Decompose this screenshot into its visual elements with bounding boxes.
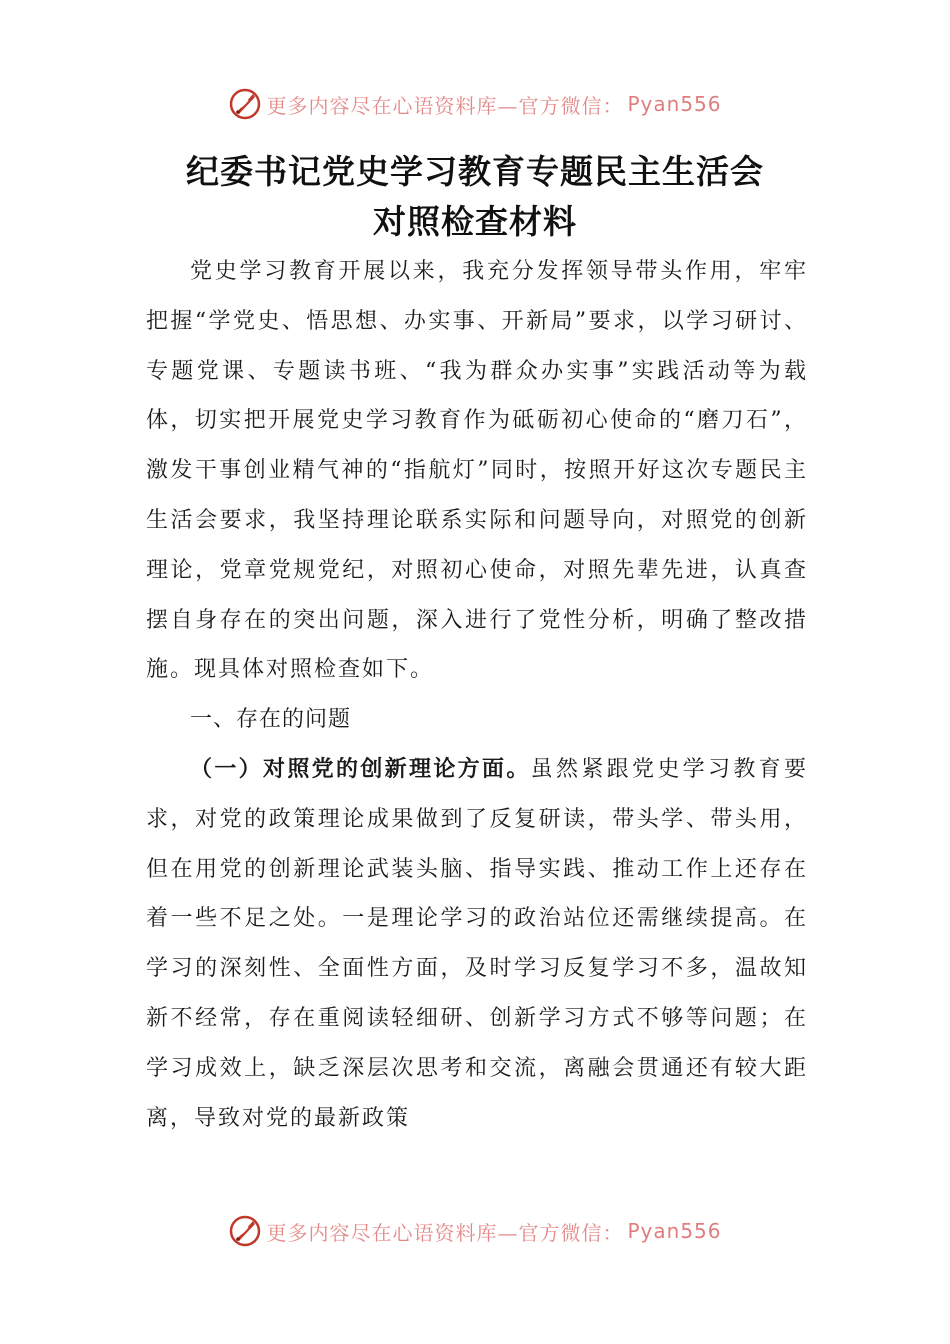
section-heading-problems: 一、存在的问题 — [190, 707, 352, 733]
watermark-account: Pyan556 — [627, 1219, 722, 1243]
item1-text: 虽然紧跟党史学习教育要求，对党的政策理论成果做到了反复研读，带头学、带头用，但在用党的创新理论武装头脑、指导实践、推动工作上还存在着一些不足之处。一是理论学习的政治站位还需继续提高。在学习的深刻性、全面性方面，及时学习反复学习不多，温故知新不经常，存在重阅读轻细研、创新学习方式不够等问题；在学习成效上，缺乏深层次思考和交流，离融会贯通还有较大距离，导致对党的最新政策 — [146, 756, 808, 1131]
footer-watermark — [0, 1211, 950, 1251]
document-body — [146, 247, 808, 1143]
watermark-text: 更多内容尽在心语资料库—官方微信： — [266, 1220, 624, 1245]
intro-paragraph: 党史学习教育开展以来，我充分发挥领导带头作用，牢牢把握“学党史、悟思想、办实事、开新局”要求，以学习研讨、专题党课、专题读书班、“我为群众办实事”实践活动等为载体，切实把开展党史学习教育作为砥砺初心使命的“磨刀石”，激发干事创业精气神的“指航灯”同时，按照开好这次专题民主生活会要求，我坚持理论联系实际和问题导向，对照党的创新理论，党章党规党纪，对照初心使命，对照先辈先进，认真查摆自身存在的突出问题，深入进行了党性分析，明确了整改措施。现具体对照检查如下。 — [146, 259, 808, 683]
item1-lead: （一）对照党的创新理论方面。 — [190, 756, 531, 782]
watermark-account: Pyan556 — [627, 92, 722, 116]
document-title-line2: 对照检查材料 — [373, 202, 577, 241]
quill-logo-icon — [228, 87, 262, 121]
watermark-text: 更多内容尽在心语资料库—官方微信： — [266, 93, 624, 118]
item1-paragraph — [146, 745, 808, 1143]
quill-logo-icon — [228, 1214, 262, 1248]
document-title-line1: 纪委书记党史学习教育专题民主生活会 — [186, 152, 764, 191]
header-watermark — [0, 84, 950, 124]
